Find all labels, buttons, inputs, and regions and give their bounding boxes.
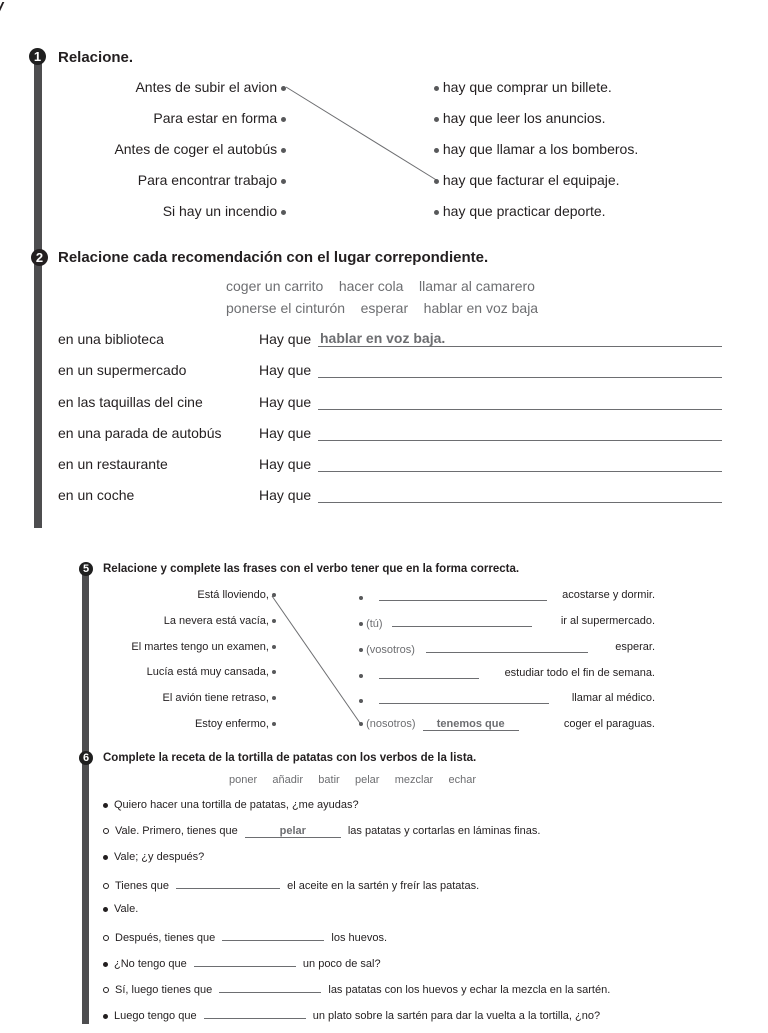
ex5-left-item: Estoy enfermo, [90, 718, 276, 744]
ex6-answer-filled[interactable]: pelar [245, 825, 341, 838]
ex2-prefix: Hay que [259, 362, 312, 378]
ex6-answer-blank[interactable] [204, 1007, 306, 1019]
match-dot[interactable] [281, 179, 286, 184]
match-dot[interactable] [281, 117, 286, 122]
speaker-b-bullet [103, 935, 109, 941]
ex5-left-item: Lucía está muy cansada, [90, 666, 276, 692]
ex2-answer-line [318, 471, 722, 472]
word-bank-item: poner [229, 774, 258, 786]
speaker-b-bullet [103, 987, 109, 993]
exercise-5-number: 5 [79, 562, 93, 576]
dialogue-line: Vale. Primero, tienes que pelar las patatas y cortarlas en láminas finas. [103, 825, 610, 851]
exercise-5-title: Relacione y complete las frases con el verbo tener que en la forma correcta. [103, 563, 520, 575]
word-bank-item: esperar [360, 300, 409, 316]
ex6-answer-blank[interactable] [222, 929, 324, 941]
exercise-6-number: 6 [79, 751, 93, 765]
speaker-a-bullet [103, 1014, 108, 1019]
speaker-b-bullet [103, 828, 109, 834]
ex5-answer-blank[interactable] [379, 692, 549, 704]
ex1-right-list [434, 79, 638, 234]
ex5-right-item: (nosotros) tenemos que coger el paraguas. [359, 718, 655, 731]
word-bank-item: coger un carrito [226, 278, 324, 294]
match-dot[interactable] [272, 619, 276, 623]
ex2-prefix: Hay que [259, 456, 312, 472]
ex5-left-list [90, 589, 276, 744]
ex6-answer-blank[interactable] [194, 955, 296, 967]
ex2-answer-line [318, 346, 722, 347]
ex1-left-item: Antes de coger el autobús [40, 141, 286, 172]
ex5-left-item: El avión tiene retraso, [90, 692, 276, 718]
ex5-left-item: Está lloviendo, [90, 589, 276, 615]
ex2-place: en un supermercado [58, 362, 187, 378]
ex5-right-item: estudiar todo el fin de semana. [359, 667, 655, 682]
exercise-2-title: Relacione cada recomendación con el lugar correpondiente. [58, 249, 489, 266]
word-bank-item: echar [448, 774, 477, 786]
ex5-left-item: La nevera está vacía, [90, 615, 276, 641]
ex2-place: en las taquillas del cine [58, 394, 203, 410]
ex1-left-item: Para encontrar trabajo [40, 172, 286, 203]
match-dot[interactable] [434, 148, 439, 153]
match-dot[interactable] [272, 696, 276, 700]
match-dot[interactable] [272, 645, 276, 649]
ex2-answer-field[interactable]: hablar en voz baja. [320, 330, 446, 346]
exercise-1-title: Relacione. [58, 49, 134, 66]
dialogue-line: Tienes que el aceite en la sartén y freír las patatas. [103, 877, 610, 903]
match-dot[interactable] [281, 86, 286, 91]
ex1-left-item: Si hay un incendio [40, 203, 286, 234]
match-line-ex1 [286, 87, 438, 181]
match-dot[interactable] [434, 86, 439, 91]
ex1-right-item: hay que practicar deporte. [434, 203, 638, 234]
match-dot[interactable] [434, 179, 439, 184]
dialogue-line: Sí, luego tienes que las patatas con los huevos y echar la mezcla en la sartén. [103, 981, 610, 1007]
ex5-right-item: (vosotros) esperar. [359, 641, 655, 656]
match-dot[interactable] [359, 699, 363, 703]
ex2-answer-line [318, 440, 722, 441]
match-line-ex5 [272, 596, 360, 723]
ex1-left-item: Para estar en forma [40, 110, 286, 141]
ex1-left-item: Antes de subir el avion [40, 79, 286, 110]
word-bank-item: batir [318, 774, 340, 786]
section-bar-bottom [82, 568, 89, 1024]
dialogue-line: Vale; ¿y después? [103, 851, 610, 877]
ex2-place: en un restaurante [58, 456, 168, 472]
ex5-right-item: llamar al médico. [359, 692, 655, 707]
ex2-prefix: Hay que [259, 425, 312, 441]
word-bank-item: ponerse el cinturón [226, 300, 346, 316]
ex2-prefix: Hay que [259, 331, 312, 347]
ex2-answer-line [318, 377, 722, 378]
exercise-1-number: 1 [29, 48, 46, 65]
ex2-place: en una biblioteca [58, 331, 164, 347]
speaker-a-bullet [103, 907, 108, 912]
ex1-left-list [40, 79, 286, 234]
match-dot[interactable] [281, 148, 286, 153]
word-bank-item: mezclar [394, 774, 434, 786]
word-bank-item: hablar en voz baja [423, 300, 539, 316]
match-dot[interactable] [272, 722, 276, 726]
ex6-dialogue [103, 799, 610, 1033]
ex5-answer-blank[interactable] [379, 667, 479, 679]
exercise-2-number: 2 [31, 249, 48, 266]
ex5-answer-filled[interactable]: tenemos que [423, 718, 519, 731]
ex2-word-bank-row-2 [226, 300, 538, 316]
dialogue-line: ¿No tengo que un poco de sal? [103, 955, 610, 981]
word-bank-item: pelar [354, 774, 380, 786]
ex1-right-item: hay que comprar un billete. [434, 79, 638, 110]
ex1-right-item: hay que facturar el equipaje. [434, 172, 638, 203]
corner-mark [0, 2, 10, 12]
ex2-prefix: Hay que [259, 394, 312, 410]
dialogue-line: Luego tengo que un plato sobre la sartén para dar la vuelta a la tortilla, ¿no? [103, 1007, 610, 1033]
match-dot[interactable] [359, 622, 363, 626]
match-dot[interactable] [359, 674, 363, 678]
ex2-place: en un coche [58, 487, 135, 503]
match-dot[interactable] [434, 210, 439, 215]
dialogue-line: Después, tienes que los huevos. [103, 929, 610, 955]
ex1-right-item: hay que llamar a los bomberos. [434, 141, 638, 172]
match-dot[interactable] [272, 670, 276, 674]
ex2-word-bank-row-1 [226, 278, 535, 294]
ex6-answer-blank[interactable] [176, 877, 280, 889]
word-bank-item: hacer cola [338, 278, 404, 294]
word-bank-item: añadir [272, 774, 303, 786]
ex5-left-item: El martes tengo un examen, [90, 641, 276, 667]
match-dot[interactable] [359, 722, 363, 726]
dialogue-line: Vale. [103, 903, 610, 929]
ex2-answer-line [318, 409, 722, 410]
ex5-right-item: acostarse y dormir. [359, 589, 655, 604]
ex6-word-bank [229, 774, 476, 786]
speaker-a-bullet [103, 803, 108, 808]
match-dot[interactable] [281, 210, 286, 215]
match-dot[interactable] [272, 593, 276, 597]
ex5-answer-blank[interactable] [426, 641, 588, 653]
ex2-prefix: Hay que [259, 487, 312, 503]
exercise-6-title: Complete la receta de la tortilla de patatas con los verbos de la lista. [103, 752, 477, 764]
ex5-answer-blank[interactable] [379, 589, 547, 601]
speaker-b-bullet [103, 883, 109, 889]
speaker-a-bullet [103, 855, 108, 860]
ex5-right-item: (tú) ir al supermercado. [359, 615, 655, 630]
ex1-right-item: hay que leer los anuncios. [434, 110, 638, 141]
dialogue-line: Quiero hacer una tortilla de patatas, ¿me ayudas? [103, 799, 610, 825]
ex2-answer-line [318, 502, 722, 503]
match-dot[interactable] [359, 596, 363, 600]
match-dot[interactable] [434, 117, 439, 122]
word-bank-item: llamar al camarero [419, 278, 535, 294]
ex6-answer-blank[interactable] [219, 981, 321, 993]
match-dot[interactable] [359, 648, 363, 652]
speaker-a-bullet [103, 962, 108, 967]
ex2-place: en una parada de autobús [58, 425, 222, 441]
ex5-answer-blank[interactable] [392, 615, 532, 627]
